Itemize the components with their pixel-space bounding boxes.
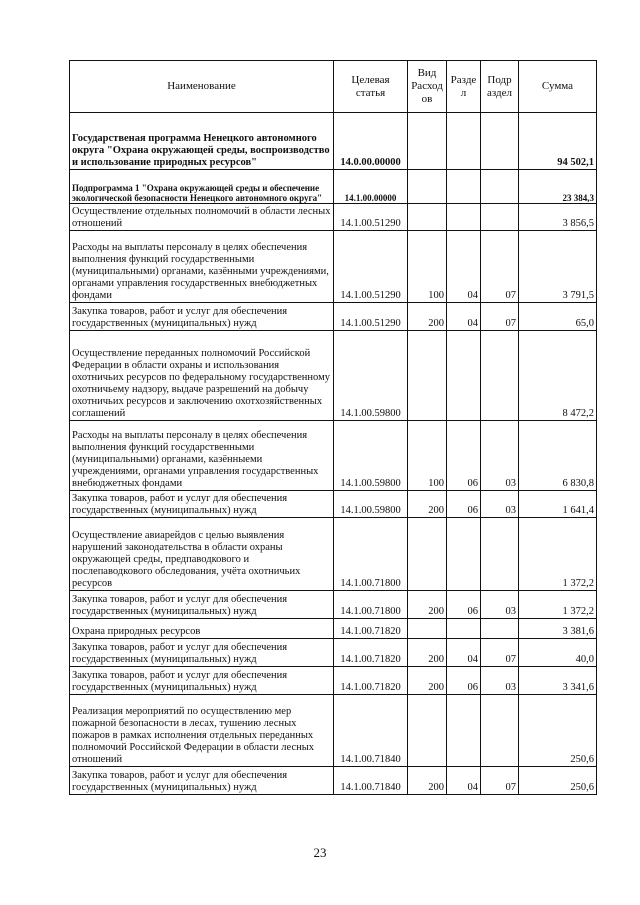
row-sum: 1 372,2	[519, 518, 597, 591]
row-name: Расходы на выплаты персоналу в целях обеспечения выполнения функций государственными (муниципальными) органами, казёнными учреждениями, органами управления государственных внебюджетных фондами	[70, 231, 334, 303]
row-sum: 250,6	[519, 767, 597, 795]
row-podrazdel: 03	[481, 421, 519, 491]
row-razdel: 04	[447, 639, 481, 667]
row-vid	[408, 518, 447, 591]
row-code: 14.1.00.71840	[334, 767, 408, 795]
row-code: 14.1.00.51290	[334, 303, 408, 331]
row-code: 14.1.00.71820	[334, 619, 408, 639]
table-row	[70, 204, 597, 231]
row-name: Охрана природных ресурсов	[70, 619, 334, 639]
header-vid: Вид Расход ов	[408, 61, 447, 113]
row-name: Реализация мероприятий по осуществлению мер пожарной безопасности в лесах, тушению лесных пожаров в рамках исполнения отдельных переданных полномочий Российской Федерации в области лесных отношений	[70, 695, 334, 767]
row-name: Осуществление переданных полномочий Российской Федерации в области охраны и использования охотничьих ресурсов по федеральному государственному охотничьему надзору, выдаче разрешений на добычу охотничьих ресурсов и заключению охотхозяйственных соглашений	[70, 331, 334, 421]
row-vid: 200	[408, 591, 447, 619]
row-vid	[408, 619, 447, 639]
row-razdel: 06	[447, 667, 481, 695]
table-row	[70, 170, 597, 204]
header-podrazdel: Подр аздел	[481, 61, 519, 113]
row-sum: 3 381,6	[519, 619, 597, 639]
row-code: 14.1.00.59800	[334, 421, 408, 491]
row-sum: 1 641,4	[519, 491, 597, 518]
row-vid: 200	[408, 491, 447, 518]
table-row	[70, 303, 597, 331]
row-razdel	[447, 113, 481, 170]
row-code: 14.1.00.71820	[334, 639, 408, 667]
row-razdel	[447, 695, 481, 767]
row-podrazdel	[481, 695, 519, 767]
table-row	[70, 331, 597, 421]
row-sum: 94 502,1	[519, 113, 597, 170]
row-name: Закупка товаров, работ и услуг для обеспечения государственных (муниципальных) нужд	[70, 491, 334, 518]
row-podrazdel	[481, 518, 519, 591]
row-vid: 100	[408, 421, 447, 491]
row-podrazdel: 03	[481, 491, 519, 518]
row-podrazdel: 07	[481, 767, 519, 795]
table-row	[70, 767, 597, 795]
row-razdel: 04	[447, 303, 481, 331]
row-code: 14.0.00.00000	[334, 113, 408, 170]
row-name: Подпрограмма 1 "Охрана окружающей среды и обеспечение экологической безопасности Ненецкого автономного округа"	[70, 170, 334, 204]
row-podrazdel	[481, 619, 519, 639]
row-code: 14.1.00.59800	[334, 491, 408, 518]
row-vid	[408, 170, 447, 204]
row-vid	[408, 204, 447, 231]
row-vid	[408, 695, 447, 767]
table-row	[70, 695, 597, 767]
row-razdel: 06	[447, 591, 481, 619]
row-code: 14.1.00.71800	[334, 591, 408, 619]
row-name: Закупка товаров, работ и услуг для обеспечения государственных (муниципальных) нужд	[70, 767, 334, 795]
row-sum: 3 791,5	[519, 231, 597, 303]
budget-table-container	[69, 60, 597, 795]
table-row	[70, 421, 597, 491]
row-sum: 23 384,3	[519, 170, 597, 204]
row-name: Расходы на выплаты персоналу в целях обеспечения выполнения функций государственными (муниципальными) органами, казённыеми учреждениями, органами управления государственных внебюджетных фондами	[70, 421, 334, 491]
table-row	[70, 491, 597, 518]
row-razdel: 04	[447, 767, 481, 795]
row-name: Государственая программа Ненецкого автономного округа "Охрана окружающей среды, воспроизводство и использование природных ресурсов"	[70, 113, 334, 170]
row-vid: 200	[408, 667, 447, 695]
row-name: Закупка товаров, работ и услуг для обеспечения государственных (муниципальных) нужд	[70, 639, 334, 667]
table-row	[70, 667, 597, 695]
table-row	[70, 591, 597, 619]
row-razdel: 06	[447, 491, 481, 518]
row-podrazdel: 07	[481, 639, 519, 667]
table-header-row	[70, 61, 597, 113]
row-name: Закупка товаров, работ и услуг для обеспечения государственных (муниципальных) нужд	[70, 667, 334, 695]
table-row	[70, 518, 597, 591]
row-razdel	[447, 170, 481, 204]
row-razdel	[447, 331, 481, 421]
row-code: 14.1.00.51290	[334, 204, 408, 231]
row-sum: 250,6	[519, 695, 597, 767]
row-razdel	[447, 518, 481, 591]
row-podrazdel	[481, 113, 519, 170]
row-razdel: 04	[447, 231, 481, 303]
table-row	[70, 619, 597, 639]
row-razdel	[447, 204, 481, 231]
header-code: Целевая статья	[334, 61, 408, 113]
row-podrazdel	[481, 204, 519, 231]
row-code: 14.1.00.71840	[334, 695, 408, 767]
table-row	[70, 639, 597, 667]
row-sum: 1 372,2	[519, 591, 597, 619]
row-sum: 65,0	[519, 303, 597, 331]
row-vid	[408, 113, 447, 170]
row-vid: 200	[408, 303, 447, 331]
row-razdel: 06	[447, 421, 481, 491]
page-number: 23	[313, 845, 327, 860]
row-podrazdel	[481, 331, 519, 421]
row-code: 14.1.00.71800	[334, 518, 408, 591]
header-razdel: Разде л	[447, 61, 481, 113]
row-razdel	[447, 619, 481, 639]
table-row	[70, 113, 597, 170]
row-name: Осуществление отдельных полномочий в области лесных отношений	[70, 204, 334, 231]
row-sum: 6 830,8	[519, 421, 597, 491]
row-code: 14.1.00.00000	[334, 170, 408, 204]
header-name: Наименование	[70, 61, 334, 113]
row-vid	[408, 331, 447, 421]
row-name: Осуществление авиарейдов с целью выявления нарушений законодательства в области охраны окружающей среды, предпаводкового и послепаводкового обследования, учёта охотничьих ресурсов	[70, 518, 334, 591]
table-row	[70, 231, 597, 303]
row-podrazdel: 03	[481, 591, 519, 619]
row-podrazdel: 07	[481, 303, 519, 331]
row-sum: 3 341,6	[519, 667, 597, 695]
row-vid: 200	[408, 767, 447, 795]
row-podrazdel: 03	[481, 667, 519, 695]
row-sum: 40,0	[519, 639, 597, 667]
header-sum: Сумма	[519, 61, 597, 113]
row-podrazdel	[481, 170, 519, 204]
budget-table	[69, 60, 597, 795]
row-podrazdel: 07	[481, 231, 519, 303]
row-code: 14.1.00.59800	[334, 331, 408, 421]
row-sum: 3 856,5	[519, 204, 597, 231]
row-vid: 100	[408, 231, 447, 303]
row-vid: 200	[408, 639, 447, 667]
row-sum: 8 472,2	[519, 331, 597, 421]
row-code: 14.1.00.71820	[334, 667, 408, 695]
row-code: 14.1.00.51290	[334, 231, 408, 303]
row-name: Закупка товаров, работ и услуг для обеспечения государственных (муниципальных) нужд	[70, 591, 334, 619]
row-name: Закупка товаров, работ и услуг для обеспечения государственных (муниципальных) нужд	[70, 303, 334, 331]
